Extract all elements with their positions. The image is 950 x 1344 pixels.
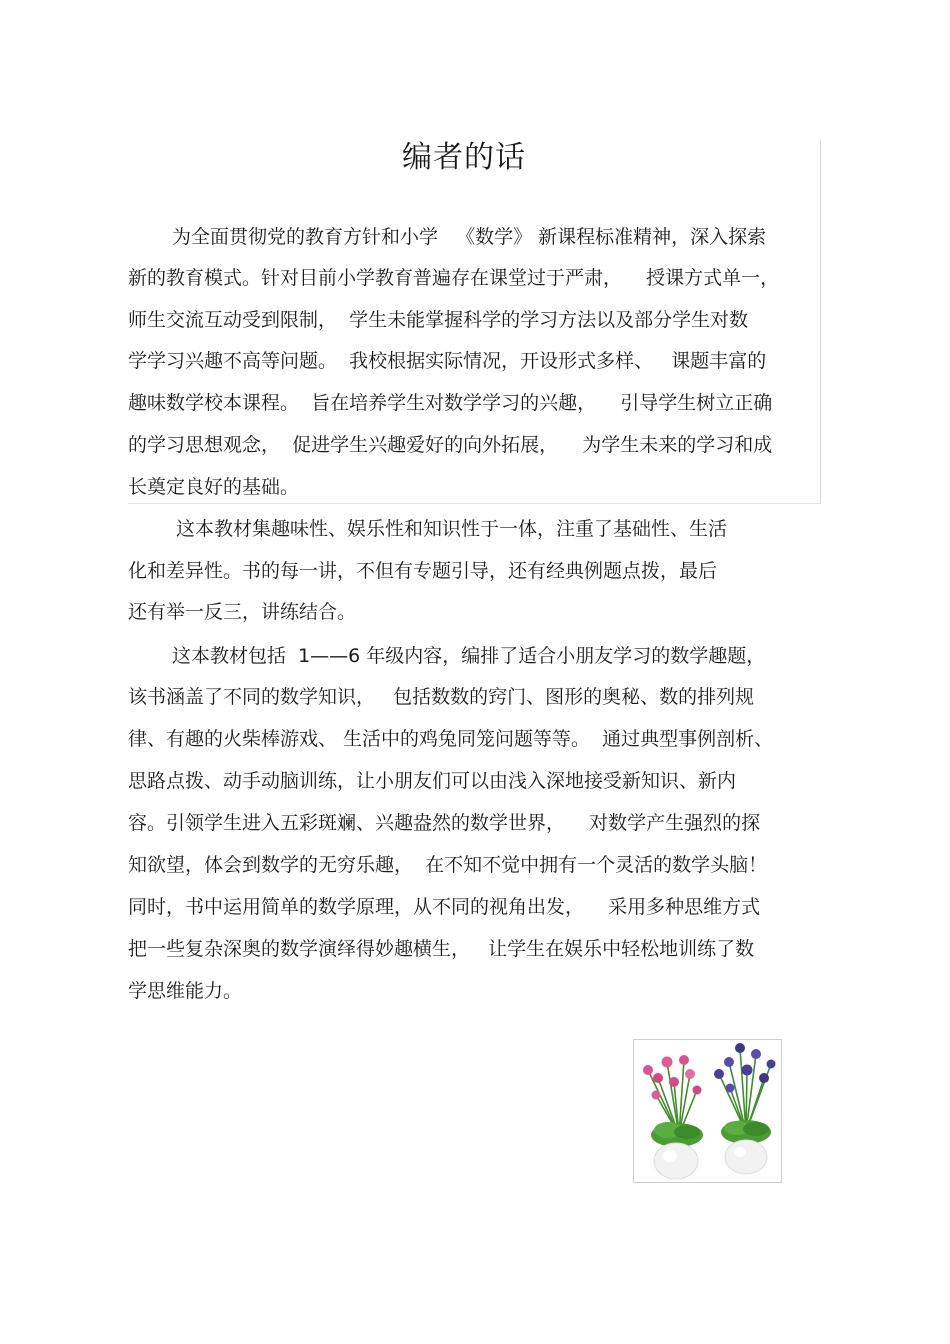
potted-flowers-icon xyxy=(634,1040,781,1182)
pink-flower-plant xyxy=(643,1055,703,1179)
frame-bottom-border xyxy=(128,503,821,504)
text-line: 把一些复杂深奥的数学演绎得妙趣横生， 让学生在娱乐中轻松地训练了数 xyxy=(128,938,755,960)
page-title: 编者的话 xyxy=(402,140,526,175)
text-line: 新的教育模式。针对目前小学教育普遍存在课堂过于严肃， 授课方式单一， xyxy=(128,267,780,289)
text-line: 化和差异性。书的每一讲，不但有专题引导，还有经典例题点拨，最后 xyxy=(128,560,718,582)
potted-flowers-image xyxy=(633,1039,782,1183)
text-line: 容。引领学生进入五彩斑斓、兴趣盎然的数学世界， 对数学产生强烈的探 xyxy=(128,812,761,834)
text-line: 这本教材包括 1——6 年级内容，编排了适合小朋友学习的数学趣题， xyxy=(172,645,766,667)
frame-right-border xyxy=(820,140,821,504)
text-line: 这本教材集趣味性、娱乐性和知识性于一体，注重了基础性、生活 xyxy=(176,518,728,540)
text-line: 学思维能力。 xyxy=(128,980,243,1002)
text-line: 还有举一反三，讲练结合。 xyxy=(128,601,357,623)
text-line: 同时，书中运用简单的数学原理，从不同的视角出发， 采用多种思维方式 xyxy=(128,896,761,918)
text-line: 趣味数学校本课程。 旨在培养学生对数学学习的兴趣， 引导学生树立正确 xyxy=(128,392,773,414)
text-line: 师生交流互动受到限制， 学生未能掌握科学的学习方法以及部分学生对数 xyxy=(128,309,749,331)
text-line: 该书涵盖了不同的数学知识， 包括数数的窍门、图形的奥秘、数的排列规 xyxy=(128,686,755,708)
text-line: 思路点拨、动手动脑训练，让小朋友们可以由浅入深地接受新知识、新内 xyxy=(128,770,737,792)
text-line: 学学习兴趣不高等问题。 我校根据实际情况，开设形式多样、 课题丰富的 xyxy=(128,350,767,372)
text-line: 知欲望，体会到数学的无穷乐趣， 在不知不觉中拥有一个灵活的数学头脑！ xyxy=(128,854,768,876)
text-line: 律、有趣的火柴棒游戏、 生活中的鸡兔同笼问题等等。 通过典型事例剖析、 xyxy=(128,728,774,750)
text-line: 为全面贯彻党的教育方针和小学 《数学》 新课程标准精神，深入探索 xyxy=(172,226,767,248)
purple-flower-plant xyxy=(714,1043,776,1174)
text-line: 的学习思想观念， 促进学生兴趣爱好的向外拓展， 为学生未来的学习和成 xyxy=(128,434,773,456)
text-line: 长奠定良好的基础。 xyxy=(128,476,300,498)
